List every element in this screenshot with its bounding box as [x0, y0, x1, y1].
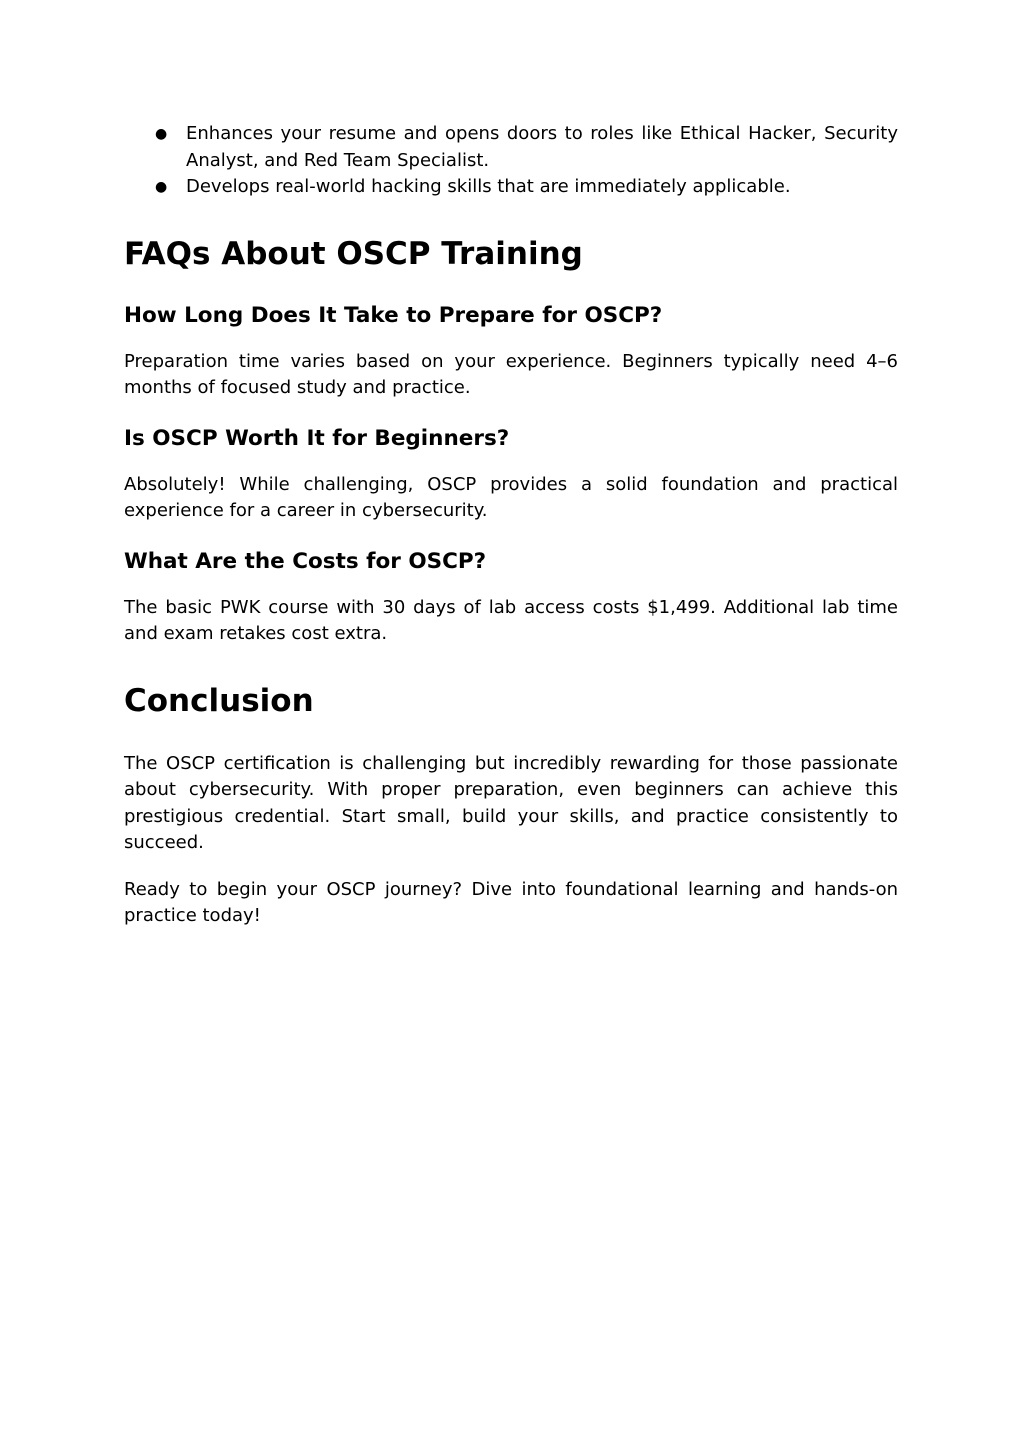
faq-question-worth-it: Is OSCP Worth It for Beginners?	[124, 425, 510, 451]
document-page	[124, 121, 898, 930]
faq-question-costs: What Are the Costs for OSCP?	[124, 548, 487, 574]
bullet-icon: ●	[155, 179, 168, 195]
list-item-text: Develops real-world hacking skills that are immediately applicable.	[186, 176, 791, 197]
call-to-action-paragraph: Ready to begin your OSCP journey? Dive into foundational learning and hands-on practice today!	[124, 878, 898, 926]
bullet-icon: ●	[155, 126, 168, 142]
conclusion-paragraph: The OSCP certification is challenging but incredibly rewarding for those passionate about cybersecurity. With proper preparation, even beginners can achieve this prestigious credential. Start small, build your skills, and practice consistently to succeed.	[124, 752, 898, 853]
benefits-list	[124, 121, 898, 201]
faq-answer-worth-it: Absolutely! While challenging, OSCP provides a solid foundation and practical experience for a career in cybersecurity.	[124, 473, 898, 521]
faq-answer-costs: The basic PWK course with 30 days of lab access costs $1,499. Additional lab time and exam retakes cost extra.	[124, 596, 898, 644]
list-item	[155, 121, 898, 174]
faqs-heading: FAQs About OSCP Training	[124, 235, 583, 272]
faq-question-prep-time: How Long Does It Take to Prepare for OSCP?	[124, 302, 663, 328]
list-item-text: Enhances your resume and opens doors to roles like Ethical Hacker, Security Analyst, and Red Team Specialist.	[186, 123, 898, 171]
conclusion-heading: Conclusion	[124, 682, 314, 719]
faq-answer-prep-time: Preparation time varies based on your experience. Beginners typically need 4–6 months of focused study and practice.	[124, 350, 898, 398]
list-item	[155, 174, 898, 201]
